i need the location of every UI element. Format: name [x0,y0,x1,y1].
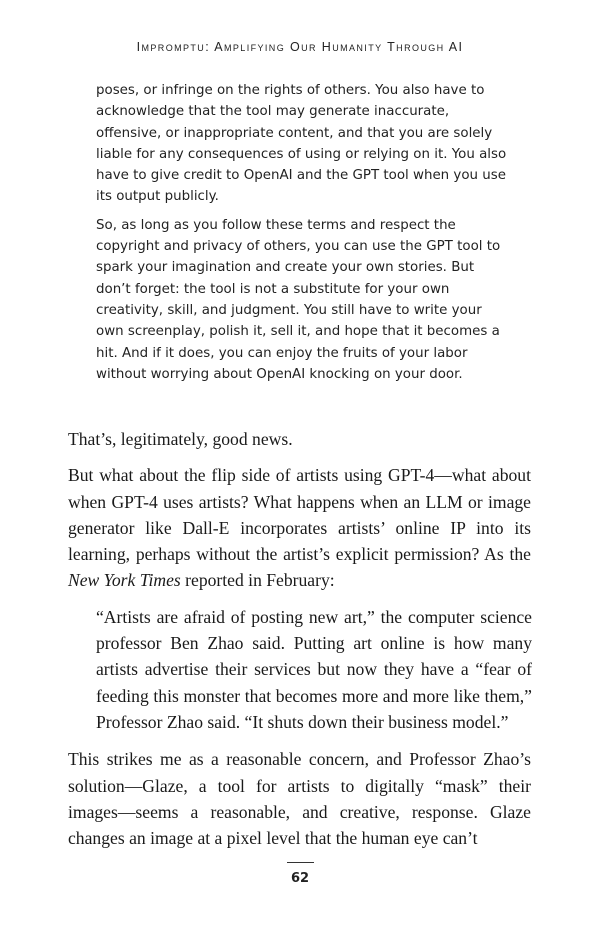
body-paragraph-2-start: But what about the flip side of artists using GPT-4—what about when GPT-4 uses artists? What happens when an LLM or image generator like Dall-E incorporates artists’ online IP into its learning, perhaps without the artist’s explicit permission? As the [68,465,531,565]
body-paragraph-2 [68,462,531,593]
publication-title: New York Times [68,570,181,591]
body-paragraph-3: This strikes me as a reasonable concern, and Professor Zhao’s solution—Glaze, a tool for artists to digitally “mask” their images—seems a reasonable, and creative, response. Glaze changes an image at a pixel level that the human eye can’t [68,749,531,849]
body-paragraph-2-end: reported in February: [180,570,335,591]
nyt-blockquote: “Artists are afraid of posting new art,” the computer science professor Ben Zhao said. Putting art online is how many artists advertise their services but now they have a “fear of feeding this monster that becomes more and more like them,” Professor Zhao said. “It shuts down their business model.” [96,606,532,732]
body-paragraph-1: That’s, legitimately, good news. [68,429,293,449]
excerpt-paragraph-2: So, as long as you follow these terms and respect the copyright and privacy of others, you can use the GPT tool to spark your imagination and create your own stories. But don’t forget: the tool is not a substitute for your own creativity, skill, and judgment. You still have to write your own screenplay, polish it, sell it, and hope that it becomes a hit. And if it does, you can enjoy the fruits of your labor without worrying about OpenAI knocking on your door. [96,217,501,382]
gpt-response-excerpt [96,80,508,392]
excerpt-paragraph-1: poses, or infringe on the rights of others. You also have to acknowledge that the tool may generate inaccurate, offensive, or inappropriate content, and that you are solely liable for any consequences of using or relying on it. You also have to give credit to OpenAI and the GPT tool when you use its output publicly. [96,83,507,205]
running-header: Impromptu: Amplifying Our Humanity Through AI [136,40,464,54]
body-text [68,426,531,861]
page-number: 62 [290,871,310,886]
footer-divider [287,862,314,863]
